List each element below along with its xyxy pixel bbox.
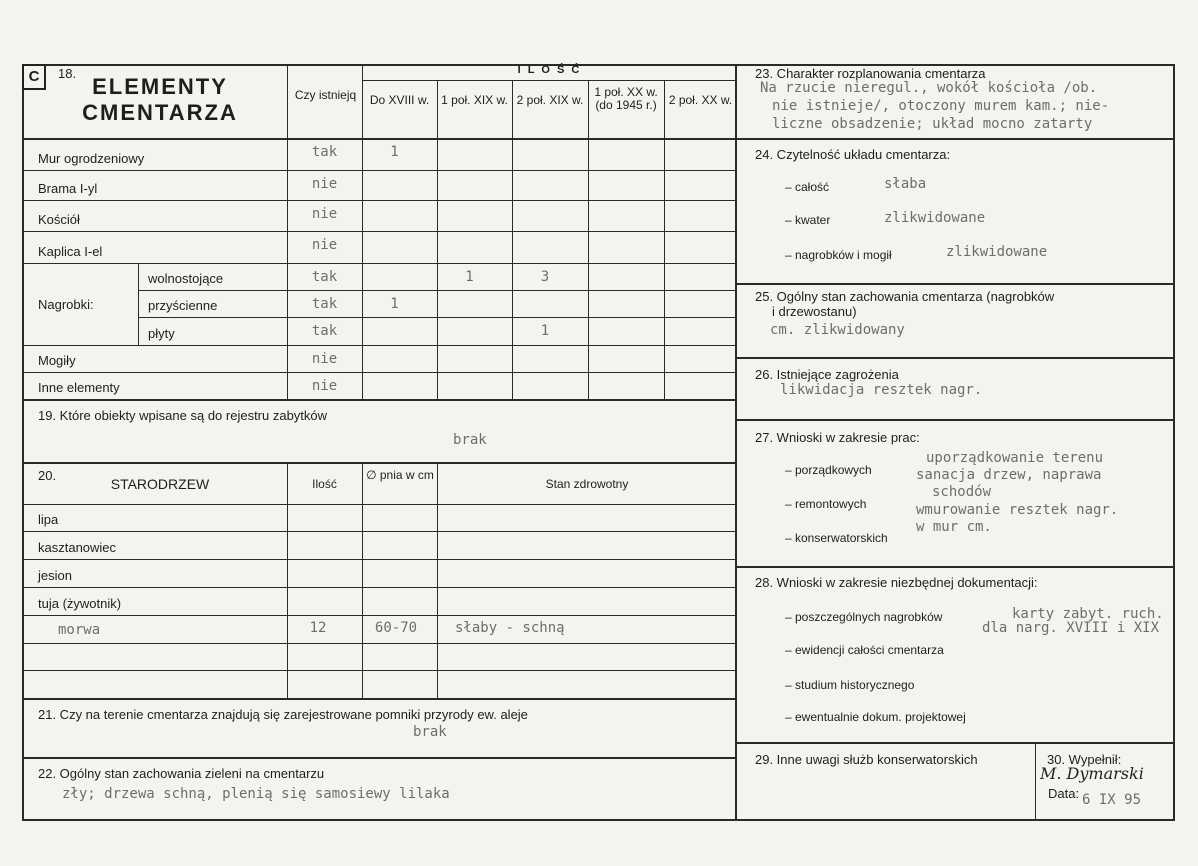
element-exists-value: nie	[311, 206, 338, 222]
tree-name: kasztanowiec	[38, 540, 117, 555]
section-21-answer: brak	[413, 724, 447, 740]
section-25-answer: cm. zlikwidowany	[770, 322, 905, 338]
section-19-question: 19. Które obiekty wpisane są do rejestru zabytków	[38, 408, 328, 423]
section-27-typed-3: schodów	[932, 484, 992, 500]
section-23-line-1: Na rzucie nieregul., wokół kościoła /ob.	[760, 80, 1098, 96]
element-quantity-value: 1	[390, 296, 399, 312]
date-label: Data:	[1048, 786, 1080, 801]
period-header-3: 1 poł. XX w. (do 1945 r.)	[594, 85, 658, 112]
section-22-answer: zły; drzewa schną, plenią się samosiewy lilaka	[62, 786, 450, 802]
section-20-number: 20.	[38, 468, 57, 483]
section-28-item-records: – ewidencji całości cmentarza	[785, 643, 944, 657]
tree-name: tuja (żywotnik)	[38, 596, 122, 611]
element-row-label: Inne elementy	[38, 380, 120, 395]
column-health-header: Stan zdrowotny	[545, 477, 629, 491]
section-28-typed-1: karty zabyt. ruch.	[1012, 606, 1164, 622]
section-24-value-graves: zlikwidowane	[946, 244, 1048, 260]
section-28-typed-2: dla narg. XVIII i XIX	[982, 620, 1160, 636]
period-header-2: 2 poł. XIX w.	[516, 93, 584, 107]
element-exists-value: nie	[311, 237, 338, 253]
element-exists-value: tak	[311, 269, 338, 285]
section-22-question: 22. Ogólny stan zachowania zieleni na cmentarzu	[38, 766, 325, 781]
element-row-label: Mogiły	[38, 353, 76, 368]
element-exists-value: nie	[311, 378, 338, 394]
section-30-label: 30. Wypełnił:	[1047, 752, 1122, 767]
section-27-item-repair: – remontowych	[785, 497, 867, 511]
element-exists-value: nie	[311, 351, 338, 367]
element-quantity-value: 3	[540, 269, 550, 285]
period-header-1: 1 poł. XIX w.	[441, 93, 508, 107]
section-27-question: 27. Wnioski w zakresie prac:	[755, 430, 920, 445]
section-letter-box: C	[22, 64, 46, 90]
section-24-value-quarters: zlikwidowane	[884, 210, 986, 226]
element-row-label: wolnostojące	[148, 271, 224, 286]
element-quantity-value: 1	[390, 144, 399, 160]
section-24-question: 24. Czytelność układu cmentarza:	[755, 147, 951, 162]
nagrobki-label: Nagrobki:	[38, 297, 94, 312]
period-header-0: Do XVIII w.	[369, 93, 430, 107]
section-27-typed-4: wmurowanie resztek nagr.	[916, 502, 1119, 518]
section-24-value-whole: słaba	[884, 176, 927, 192]
tree-name: morwa	[58, 622, 101, 638]
tree-health: słaby - schną	[455, 620, 565, 636]
section-28-item-graves: – poszczególnych nagrobków	[785, 610, 943, 624]
element-row-label: Kaplica I-el	[38, 244, 103, 259]
section-28-item-history: – studium historycznego	[785, 678, 915, 692]
section-26-answer: likwidacja resztek nagr.	[780, 382, 983, 398]
section-24-label-quarters: – kwater	[785, 213, 831, 227]
section-27-typed-1: uporządkowanie terenu	[926, 450, 1104, 466]
tree-name: lipa	[38, 512, 59, 527]
section-27-typed-5: w mur cm.	[916, 519, 992, 535]
section-23-line-2: nie istnieje/, otoczony murem kam.; nie-	[772, 98, 1110, 114]
element-quantity-value: 1	[465, 269, 474, 285]
date-value: 6 IX 95	[1082, 792, 1142, 808]
section-27-typed-2: sanacja drzew, naprawa	[916, 467, 1102, 483]
signature: M. Dymarski	[1040, 764, 1144, 783]
section-21-question: 21. Czy na terenie cmentarza znajdują się zarejestrowane pomniki przyrody ew. aleje	[38, 707, 528, 722]
period-header-4: 2 poł. XX w.	[668, 93, 733, 107]
section-18-number: 18.	[58, 66, 77, 81]
column-qty-header: Ilość	[312, 477, 337, 491]
column-exists-header: Czy istniejq	[294, 88, 357, 102]
section-27-item-conservation: – konserwatorskich	[785, 531, 888, 545]
section-23-line-3: liczne obsadzenie; układ mocno zatarty	[772, 116, 1093, 132]
column-diameter-header: ∅ pnia w cm	[366, 468, 434, 482]
element-exists-value: tak	[311, 296, 338, 312]
element-quantity-value: 1	[540, 323, 550, 339]
element-row-label: Brama I-yl	[38, 181, 98, 196]
tree-diameter: 60-70	[374, 620, 418, 636]
section-29-label: 29. Inne uwagi służb konserwatorskich	[755, 752, 978, 767]
element-row-label: Kościół	[38, 212, 80, 227]
section-20-title: STARODRZEW	[110, 476, 210, 492]
section-26-question: 26. Istniejące zagrożenia	[755, 367, 899, 382]
element-row-label: Mur ogrodzeniowy	[38, 151, 145, 166]
section-23-question: 23. Charakter rozplanowania cmentarza	[755, 66, 986, 81]
section-24-label-whole: – całość	[785, 180, 830, 194]
section-25-question-1: 25. Ogólny stan zachowania cmentarza (nagrobków	[755, 289, 1055, 304]
section-18-title: ELEMENTY CMENTARZA	[82, 74, 238, 125]
element-exists-value: tak	[311, 144, 338, 160]
section-27-item-cleanup: – porządkowych	[785, 463, 872, 477]
element-row-label: przyścienne	[148, 298, 218, 313]
quantity-header: I L O Ś Ć	[517, 64, 582, 76]
element-exists-value: tak	[311, 323, 338, 339]
element-row-label: płyty	[148, 326, 175, 341]
tree-quantity: 12	[309, 620, 327, 636]
section-25-question-2: i drzewostanu)	[772, 304, 857, 319]
element-exists-value: nie	[311, 176, 338, 192]
section-19-answer: brak	[453, 432, 487, 448]
section-28-question: 28. Wnioski w zakresie niezbędnej dokumentacji:	[755, 575, 1038, 590]
tree-name: jesion	[38, 568, 72, 583]
section-24-label-graves: – nagrobków i mogił	[785, 248, 892, 262]
section-28-item-design: – ewentualnie dokum. projektowej	[785, 710, 966, 724]
